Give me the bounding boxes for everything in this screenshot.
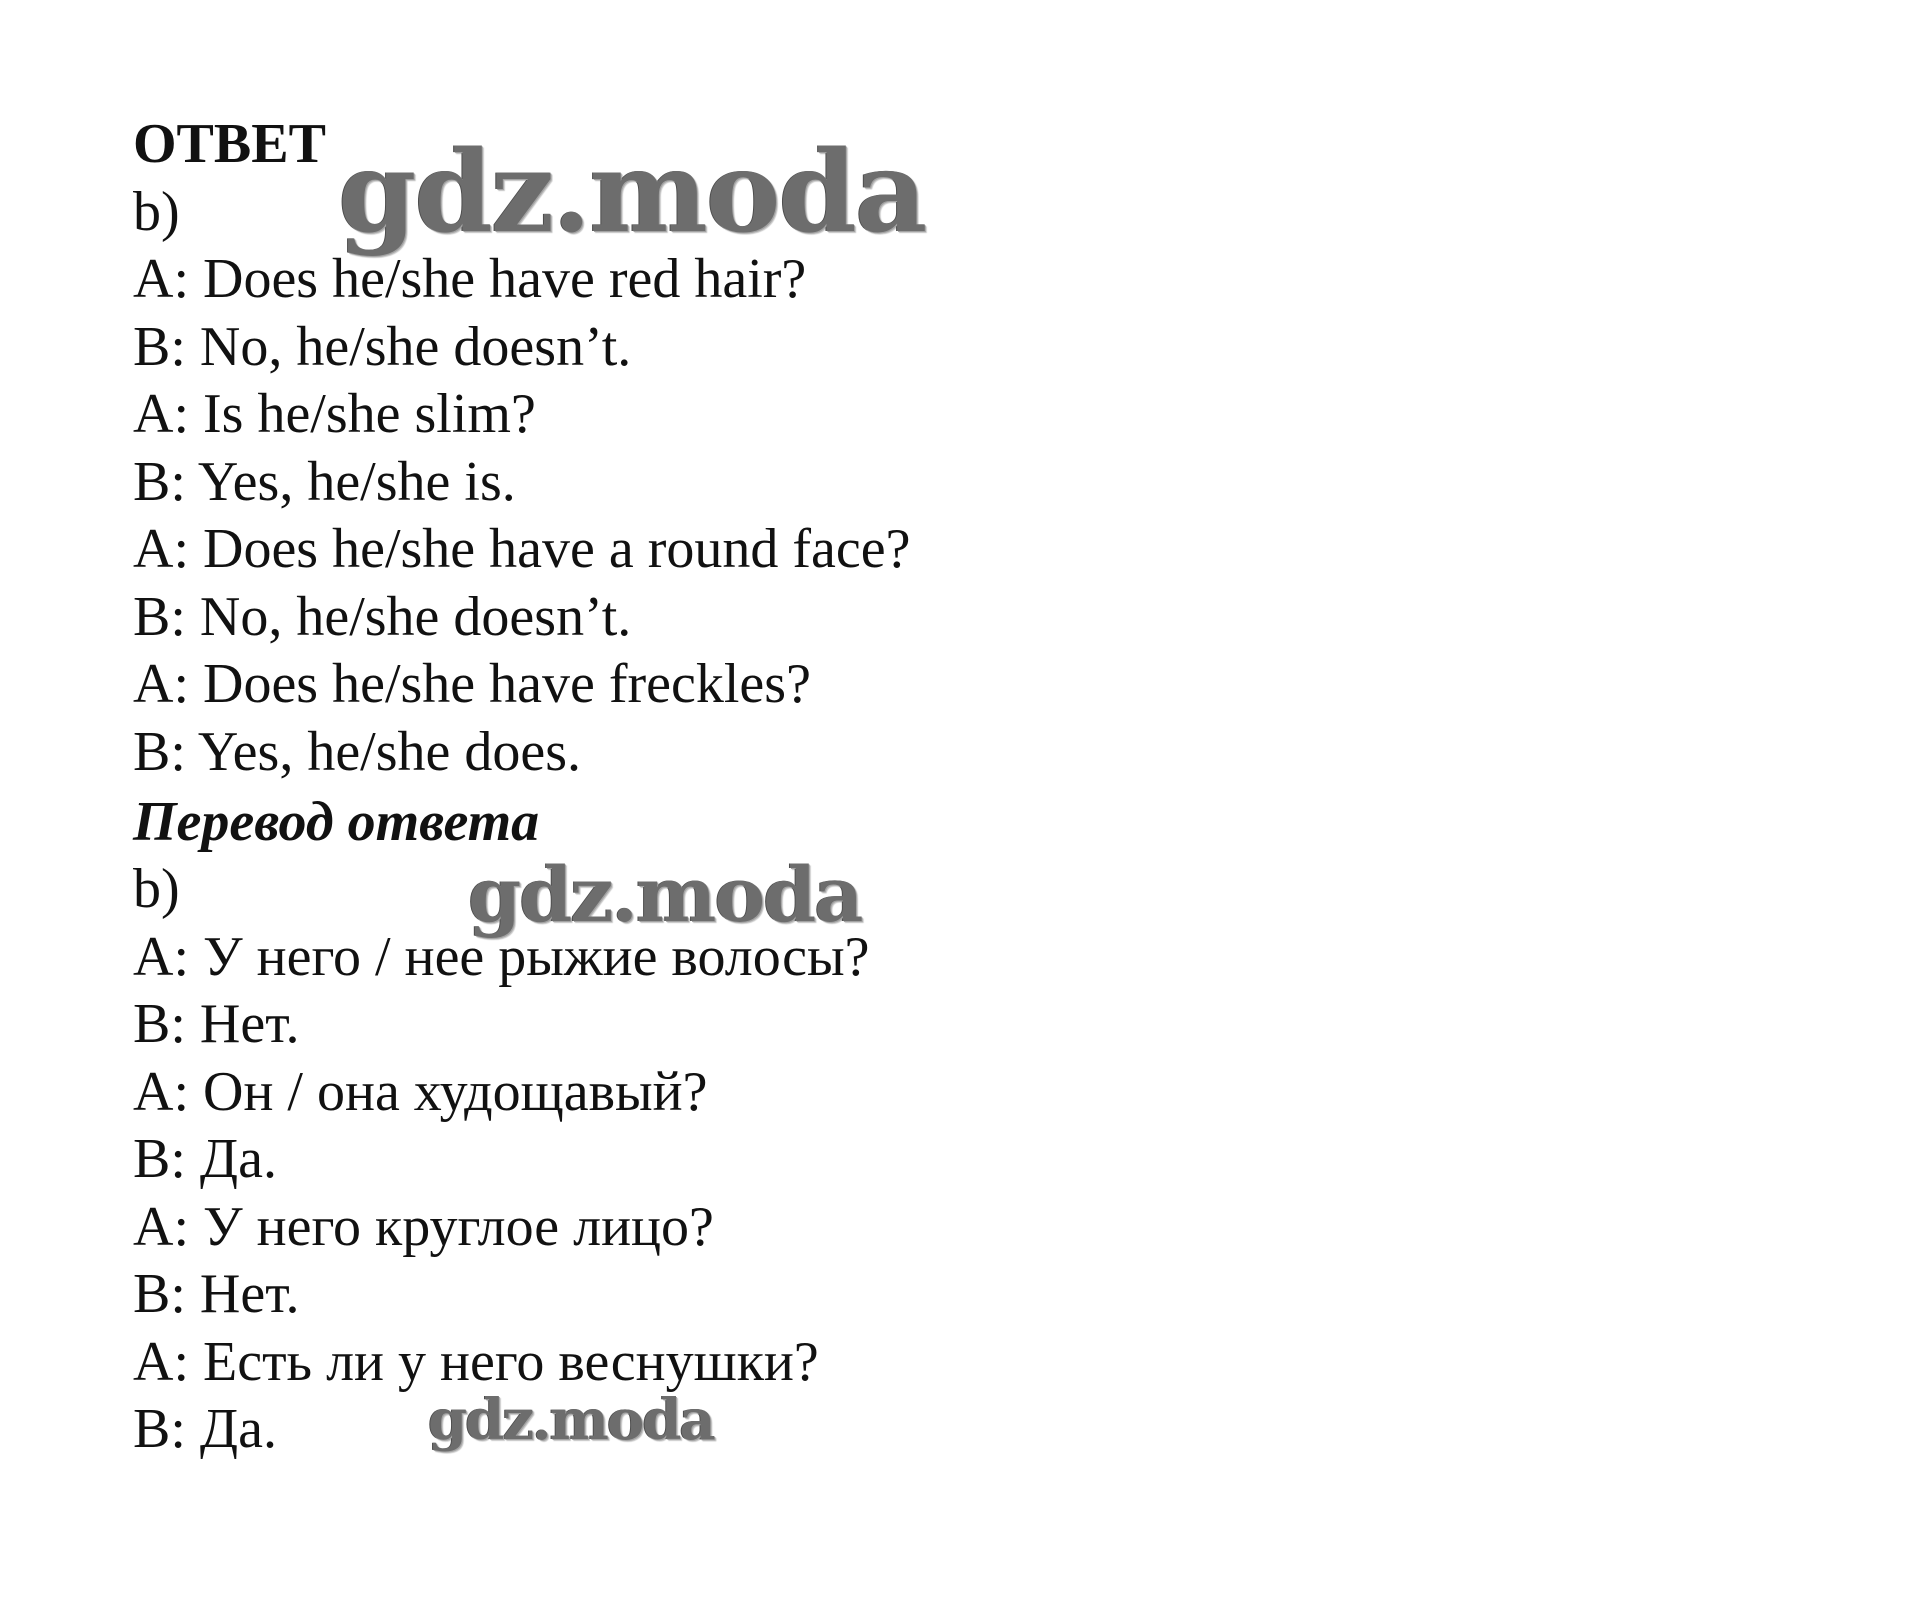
answer-line: A: Is he/she slim? — [133, 383, 536, 445]
watermark-large: gdz.moda — [338, 127, 926, 258]
translation-part-label: b) — [133, 858, 180, 920]
watermark-medium: gdz.moda — [468, 850, 862, 939]
answer-line: A: Does he/she have freckles? — [133, 653, 811, 715]
answer-line: A: Does he/she have a round face? — [133, 518, 911, 580]
translation-line: A: У него / нее рыжие волосы? — [133, 926, 870, 988]
translation-line: A: У него круглое лицо? — [133, 1196, 714, 1258]
translation-line: A: Есть ли у него веснушки? — [133, 1331, 819, 1393]
translation-line: B: Нет. — [133, 993, 300, 1055]
answer-line: A: Does he/she have red hair? — [133, 248, 807, 310]
answer-heading: ОТВЕТ — [133, 113, 326, 175]
translation-line: B: Да. — [133, 1398, 277, 1460]
answer-line: B: Yes, he/she is. — [133, 451, 516, 513]
answer-line: B: Yes, he/she does. — [133, 721, 582, 783]
answer-line: B: No, he/she doesn’t. — [133, 316, 632, 378]
translation-line: A: Он / она худощавый? — [133, 1061, 708, 1123]
translation-line: B: Да. — [133, 1128, 277, 1190]
translation-line: B: Нет. — [133, 1263, 300, 1325]
answer-line: B: No, he/she doesn’t. — [133, 586, 632, 648]
translation-heading: Перевод ответа — [133, 791, 540, 853]
watermark-small: gdz.moda — [428, 1387, 714, 1453]
answer-part-label: b) — [133, 181, 180, 243]
